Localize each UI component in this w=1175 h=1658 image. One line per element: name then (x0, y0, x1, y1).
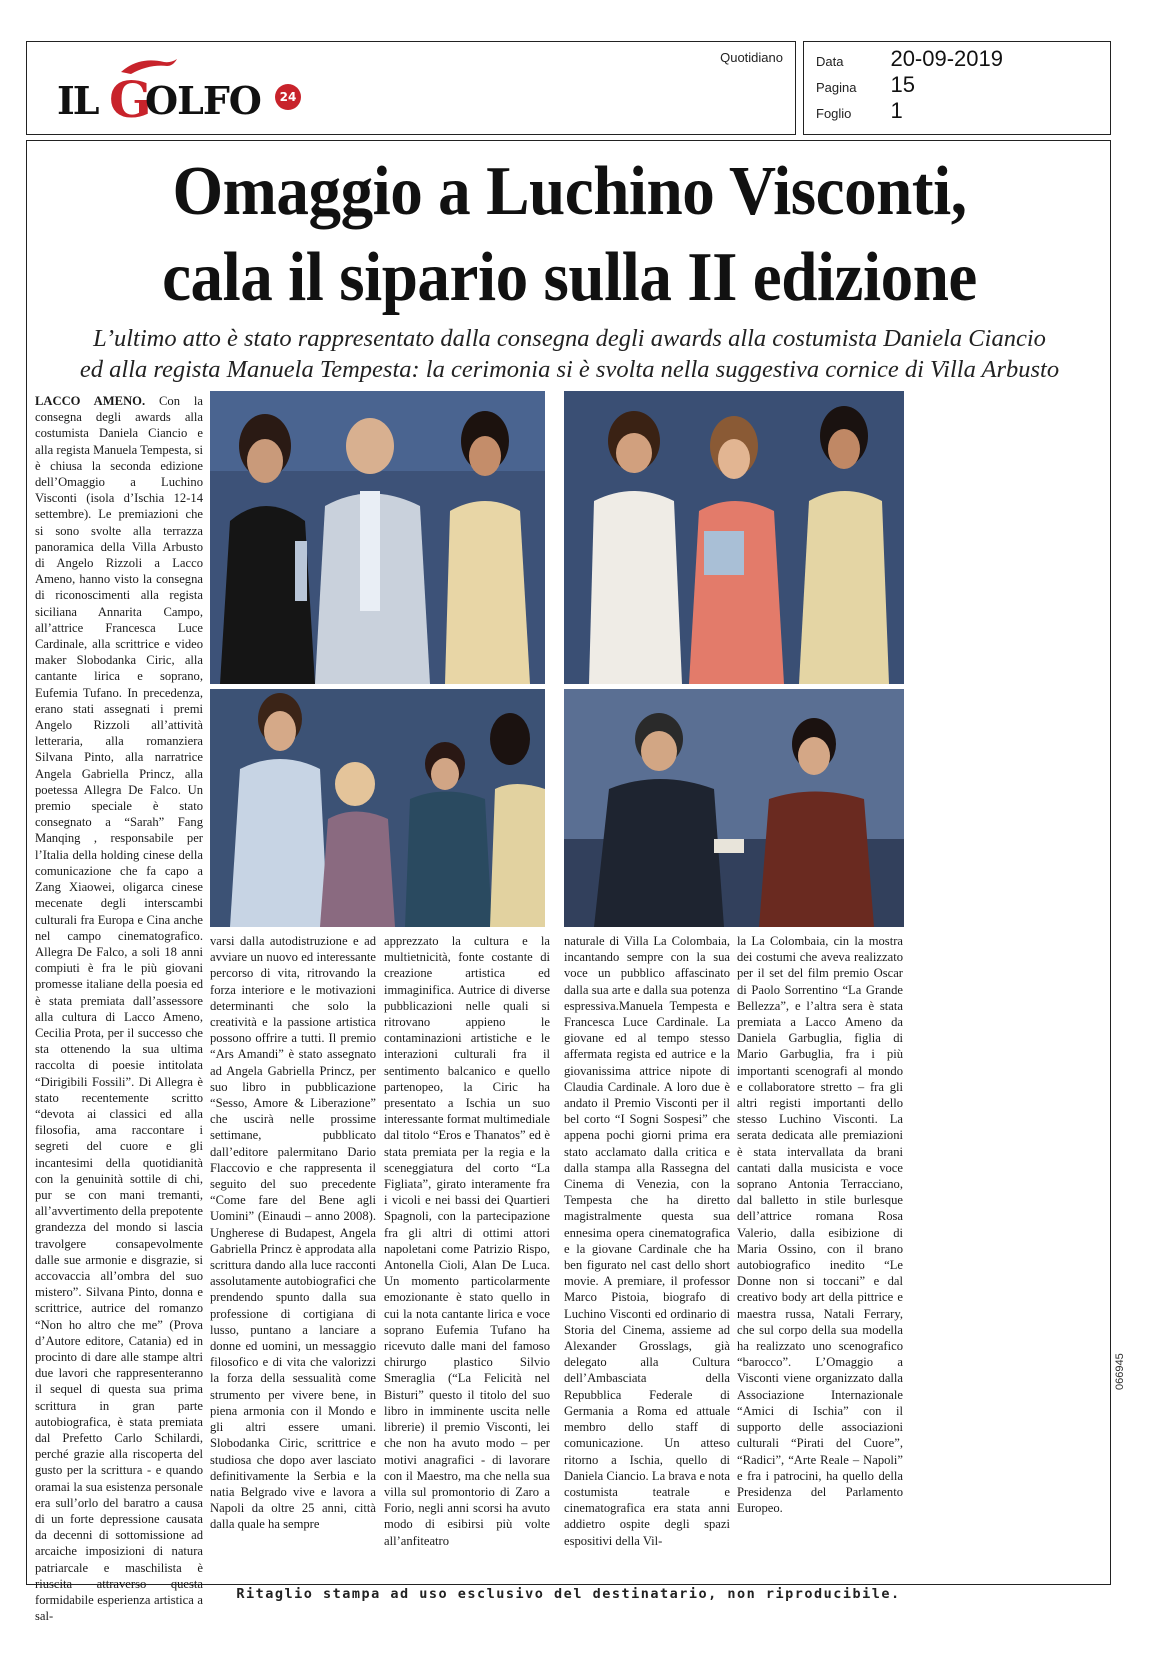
photo-award-trio-2 (564, 391, 904, 684)
headline (65, 149, 1074, 321)
headline-line-2: cala il sipario sulla II edizione (162, 239, 977, 316)
photo-award-handover (564, 689, 904, 927)
subheadline (47, 323, 1092, 385)
meta-value-sheet: 1 (890, 98, 903, 123)
logo-olfo: OLFO (145, 78, 261, 123)
text-column-4 (564, 933, 730, 1549)
dateline: LACCO AMENO. (35, 394, 146, 408)
meta-label: Foglio (816, 106, 852, 121)
column-2-text: varsi dalla autodistruzione e ad avviare un nuovo ed interessante percorso di vita, ritrovando la forza interiore e le motivazioni determinanti che solo la creatività e la passione artistica possono offrire a tutti. Il premio “Ars Amandi” è stato assegnato ad Angela Gabriella Princz, per suo libro in pubblicazione “Sesso, Amore & Liberazione” che uscirà nelle prossime settimane, pubblicato dall’editore palermitano Dario Flaccovio e che rappresenta il seguito del suo precedente “Come fare del Bene agli Uomini” (Einaudi – anno 2008). Ungherese di Budapest, Angela Gabriella Princz è approdata alla scrittura dando alla luce racconti assolutamente autobiografici che prendendo spunto dalla sua professione di cortigiana di lusso, puntano a lanciare a donne ed uomini, un messaggio filosofico e di vita che valorizzi la forza della sessualità come strumento per vivere bene, in piena armonia con il Mondo e gli altri essere umani. Slobodanka Ciric, scrittrice e studiosa che dopo aver lasciato definitivamente la Serbia e la natia Belgrado vive e lavora a Napoli da oltre 25 anni, città dalla quale ha sempre (210, 934, 376, 1532)
il-golfo-logo (57, 70, 297, 129)
meta-row-pagina (816, 72, 915, 98)
column-4-text: naturale di Villa La Colombaia, incantando sempre con la sua voce un pubblico affascinato dalla sua arte e dalla sua potenza espressiva.Manuela Tempesta e Francesca Luce Cardinale. La giovane ed al tempo stesso affermata regista ed autrice e la giovanissima attrice nipote di Claudia Cardinale. A loro due è andato il Premio Visconti per il bel corto “I Sogni Sospesi” che appena pochi giorni prima era stato acclamato dalla critica e dalla stampa alla Rassegna del Cinema di Venezia, con la Tempesta che ha diretto magistralmente questa sua ennesima opera cinematografica e la giovane Cardinale che ha ben figurato nel cast dello short movie. A premiare, il professor Marco Pistoia, biografo di Luchino Visconti ed ordinario di Storia del Cinema, assieme ad Alexander Grosslags, già delegato alla Cultura dell’Ambasciata della Repubblica Federale di Germania a Roma ed attuale membro dello staff di comunicazione. Un atteso ritorno a Ischia, quello di Daniela Ciancio. La brava e nota costumista teatrale e cinematografica era stata anni addietro ospite degli spazi espositivi della Vil- (564, 934, 730, 1548)
column-1-text: Con la consegna degli awards alla costumista Daniela Ciancio e alla regista Manuela Tempesta, si è chiusa la seconda edizione dell’Omaggio a Luchino Visconti (isola d’Ischia 12-14 settembre). Le premiazioni che si sono svolte alla terrazza panoramica della Villa Arbusto di Angelo Rizzoli a Lacco Ameno, hanno visto la consegna di riconoscimenti alla regista siciliana Annarita Campo, all’attrice Francesca Luce Cardinale, alla scrittrice e video maker Slobodanka Ciric, alla cantante lirica e soprano, Eufemia Tufano. In precedenza, erano stati assegnati i premi Angelo Rizzoli all’attività letteraria, alla romanziera Silvana Pinto, alla narratrice Angela Gabriella Princz, alla poetessa Allegra De Falco. Un premio speciale è stato consegnato a “Sarah” Fang Manqing , responsabile per l’Italia della holding cinese della comunicazione che fa capo a Zang Xiaowei, oligarca cinese mecenate degli interscambi culturali fra Europa e Cina anche nel campo cinematografico. Allegra De Falco, a soli 18 anni compiuti è fra le più giovani promesse italiane della poesia ed è stata premiata dall’assessore alla cultura di Lacco Ameno, Cecilia Prota, per il successo che sta ottenendo la sua ultima raccolta di poesie intitolata “Dirigibili Fossili”. Di Allegra è stato recentemente scritto “devota ai classici ed alla filosofia, ama raccontare i segreti del cuore e gli incantesimi della quotidianità con la genuinità sottile di chi, pur se con mani tremanti, all’avvertimento della prepotente grandezza del mondo si lascia travolgere consapevolmente dalle sue armonie e disgrazie, si accovaccia all’ombra del suo mistero”. Silvana Pinto, donna e scrittrice, autrice del romanzo “Non ho altro che me” (Prova d’Autore editore, Catania) ed in procinto di dare alle stampe altri due lavori che rappresenteranno il sequel di questa sua prima scrittura in gran parte autobiografica, è stata premiata dal Prefetto Carlo Schilardi, perché grazie alla riscoperta del gusto per la scrittura - e quando oramai la sua esistenza personale era sull’orlo del baratro a causa di un forte depressione causata da decenni di sottomissione ad arcaiche imposizioni di natura patriarcale e maschilista è riuscita attraverso questa formidabile esperienza artistica a sal- (35, 394, 203, 1624)
meta-row-foglio (816, 98, 903, 124)
meta-row-data (816, 46, 1003, 72)
column-5-text: la La Colombaia, cin la mostra dei costumi che aveva realizzato per il set del film premio Oscar di Paolo Sorrentino “La Grande Bellezza”, e l’altra sera è stata premiata a Lacco Ameno da Daniela Garbuglia, figlia di Mario Garbuglia, fra i più importanti scenografi al mondo e collaboratore stretto – fra gli altri registi importanti dello stesso Luchino Visconti. La serata dedicata alle premiazioni è stata intervallata da brani cantati dalla musicista e voce soprano Antonia Terracciano, dal balletto in stile burlesque dell’attrice romana Rosa Valerio, dalla esibizione di Maria Ossino, con il brano autobiografico inedito “Le Donne non si toccani” e dal creativo body art della pittrice e maestra russa, Natali Ferrary, che sul corpo della sua modella ha realizzato uno scenografico “barocco”. L’Omaggio a Visconti viene organizzato dalla Associazione Internazionale “Amici di Ischia” con il supporto delle associazioni culturali “Pirati del Cuore”, “Radici”, “Arte Reale – Napoli” e fra i patrocini, ha quello della Presidenza del Parlamento Europeo. (737, 934, 903, 1516)
column-3-text: apprezzato la cultura e la multietnicità, fonte costante di creazione artistica ed immaginifica. Autrice di diverse pubblicazioni nelle quali si ritrovano appieno le contaminazioni artistiche e le interazioni culturali fra il sentimento balcanico e quello partenopeo, la Ciric ha presentato a Ischia un suo interessante format multimediale dal titolo “Eros e Thanatos” ed è stata premiata per la regia e la sceneggiatura del corto “La Figliata”, girato interamente fra i vicoli e nei bassi dei Quartieri Spagnoli, con la partecipazione fra gli altri di ottimi attori napoletani come Patrizio Rispo, Antonella Cioli, Alan De Luca. Un momento particolarmente emozionante è stato quello in cui la nota cantante lirica e voce soprano Eufemia Tufano ha ricevuto dalle mani del famoso chirurgo plastico Silvio Smeraglia (“La Felicità nel Bisturi” questo il titolo del suo libro in imminente uscita nelle librerie) il premio Visconti, lei che non ha avuto modo – per motivi anagrafici - di lavorare con il Maestro, ma che nella sua villa sul promontorio di Zaro a Forio, negli anni scorsi ha avuto modo di esibirsi più volte all’anfiteatro (384, 934, 550, 1548)
photo-award-trio-1 (210, 391, 545, 684)
side-code: 066945 (1114, 1353, 1126, 1390)
meta-label: Pagina (816, 80, 857, 95)
headline-line-1: Omaggio a Luchino Visconti, (172, 153, 967, 230)
photo-group-four (210, 689, 545, 927)
meta-value-page: 15 (890, 72, 915, 97)
logo-g: G (109, 70, 152, 129)
quotidiano-label: Quotidiano (720, 50, 783, 65)
clipping-notice: Ritaglio stampa ad uso esclusivo del destinatario, non riproducibile. (236, 1586, 901, 1602)
meta-box (803, 41, 1111, 135)
text-column-3 (384, 933, 550, 1549)
masthead-box (26, 41, 796, 135)
logo-il: IL (57, 78, 98, 123)
text-column-2 (210, 933, 376, 1533)
text-column-1 (35, 393, 203, 1624)
logo-badge: 24 (275, 84, 301, 110)
subhead-line-1: L’ultimo atto è stato rappresentato dalla consegna degli awards alla costumista Daniela Ciancio (93, 325, 1046, 352)
meta-label: Data (816, 54, 844, 69)
text-column-5 (737, 933, 903, 1516)
meta-value-date: 20-09-2019 (890, 46, 1003, 71)
subhead-line-2: ed alla regista Manuela Tempesta: la cerimonia si è svolta nella suggestiva cornice di Villa Arbusto (79, 356, 1060, 383)
